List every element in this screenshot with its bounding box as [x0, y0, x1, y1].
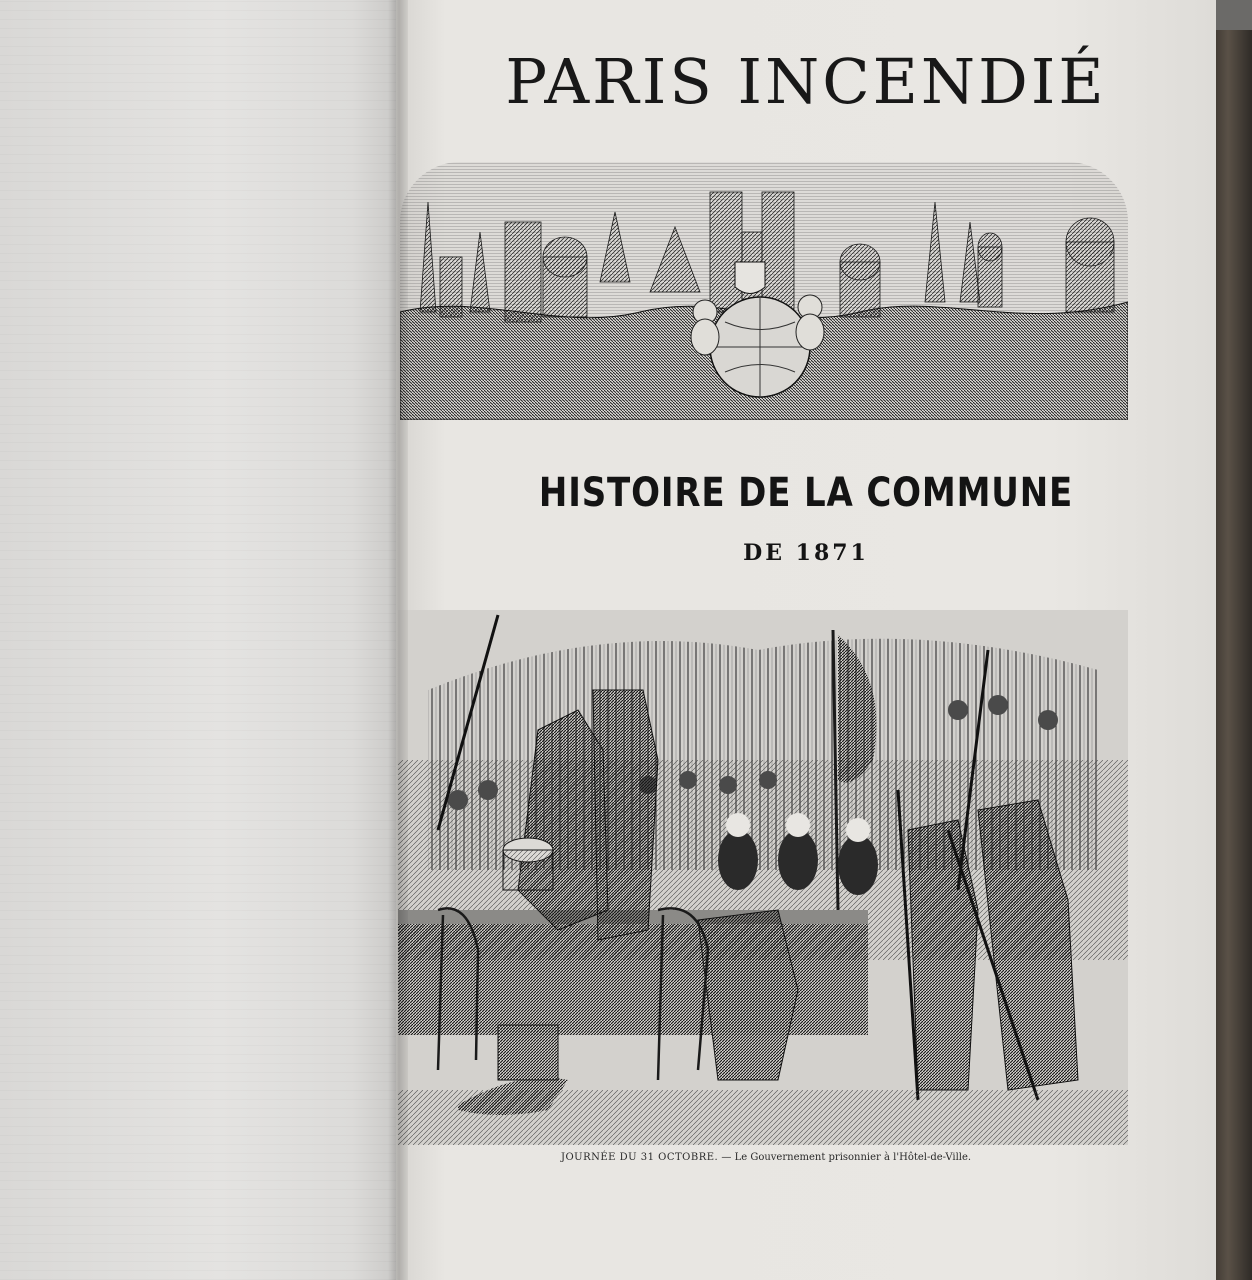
cityscape-banner-engraving — [400, 162, 1128, 420]
meeting-scene-engraving — [398, 610, 1128, 1145]
title-page — [396, 0, 1216, 1280]
caption-lead: JOURNÉE DU 31 OCTOBRE. — [560, 1152, 719, 1163]
book-gutter-shadow — [388, 0, 408, 1280]
book-binding — [1212, 30, 1252, 1280]
book-year: DE 1871 — [743, 540, 869, 566]
cityscape-illustration — [400, 162, 1128, 420]
book-subtitle: HISTOIRE DE LA COMMUNE — [538, 470, 1074, 516]
left-blank-page — [0, 0, 400, 1280]
caption-text: — Le Gouvernement prisonnier à l'Hôtel-de-Ville. — [718, 1152, 972, 1163]
book-title: PARIS INCENDIÉ — [505, 45, 1107, 118]
engraving-caption — [396, 1152, 1136, 1163]
crowd-illustration — [398, 610, 1128, 1145]
